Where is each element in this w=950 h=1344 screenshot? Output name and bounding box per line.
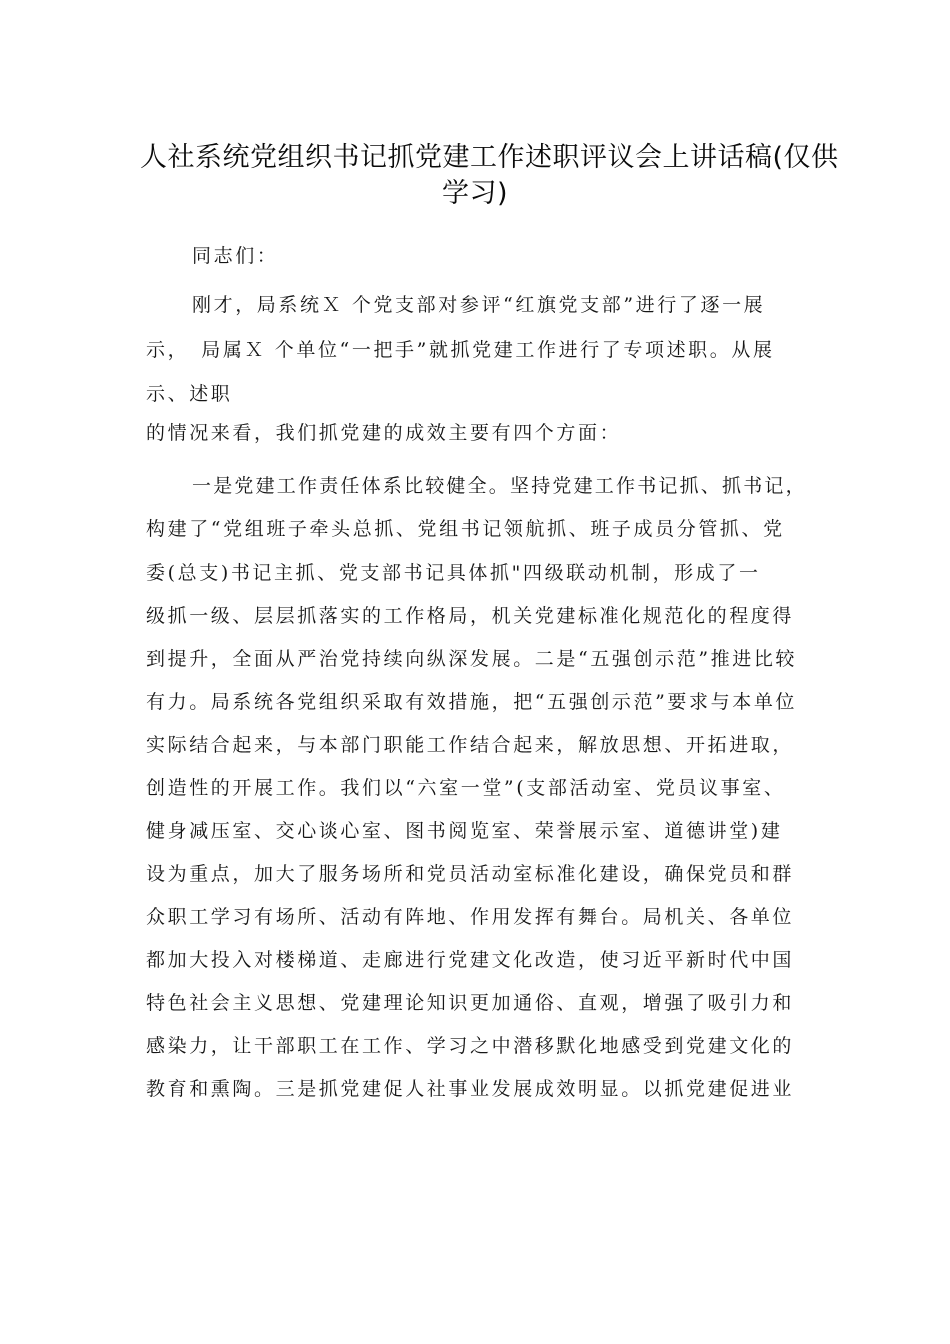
salutation: 同志们： (192, 245, 279, 267)
body-line: 一是党建工作责任体系比较健全。坚持党建工作书记抓、抓书记， (192, 475, 807, 497)
body-line: 示， 局属Ｘ 个单位“一把手”就抓党建工作进行了专项述职。从展 (146, 339, 775, 361)
body-line: 构建了“党组班子牵头总抓、党组书记领航抓、班子成员分管抓、党 (146, 518, 785, 540)
body-line: 健身减压室、交心谈心室、图书阅览室、荣誉展示室、道德讲堂)建 (146, 820, 783, 842)
body-line: 级抓一级、层层抓落实的工作格局，机关党建标准化规范化的程度得 (146, 605, 795, 627)
body-line: 委(总支)书记主抓、党支部书记具体抓"四级联动机制，形成了一 (146, 562, 761, 584)
body-line: 都加大投入对楼梯道、走廊进行党建文化改造，使习近平新时代中国 (146, 949, 795, 971)
body-line: 示、述职 (146, 383, 233, 405)
body-line: 实际结合起来，与本部门职能工作结合起来，解放思想、开拓进取， (146, 734, 795, 756)
body-line: 众职工学习有场所、活动有阵地、作用发挥有舞台。局机关、各单位 (146, 906, 795, 928)
title-line-2: 学习) (441, 178, 509, 209)
body-line: 特色社会主义思想、党建理论知识更加通俗、直观，增强了吸引力和 (146, 992, 795, 1014)
body-line: 感染力，让干部职工在工作、学习之中潜移默化地感受到党建文化的 (146, 1035, 795, 1057)
body-line: 刚才，局系统Ｘ 个党支部对参评“红旗党支部”进行了逐一展 (192, 294, 766, 316)
title-line-1: 人社系统党组织书记抓党建工作述职评议会上讲话稿(仅供 (140, 142, 839, 173)
body-line: 设为重点，加大了服务场所和党员活动室标准化建设，确保党员和群 (146, 863, 795, 885)
body-line: 的情况来看，我们抓党建的成效主要有四个方面： (146, 422, 622, 444)
body-line: 创造性的开展工作。我们以“六室一堂”(支部活动室、党员议事室、 (146, 777, 786, 799)
body-line: 教育和熏陶。三是抓党建促人社事业发展成效明显。以抓党建促进业 (146, 1078, 795, 1100)
body-line: 有力。局系统各党组织采取有效措施，把“五强创示范”要求与本单位 (146, 691, 798, 713)
body-line: 到提升，全面从严治党持续向纵深发展。二是“五强创示范”推进比较 (146, 648, 798, 670)
document-title (140, 140, 839, 212)
